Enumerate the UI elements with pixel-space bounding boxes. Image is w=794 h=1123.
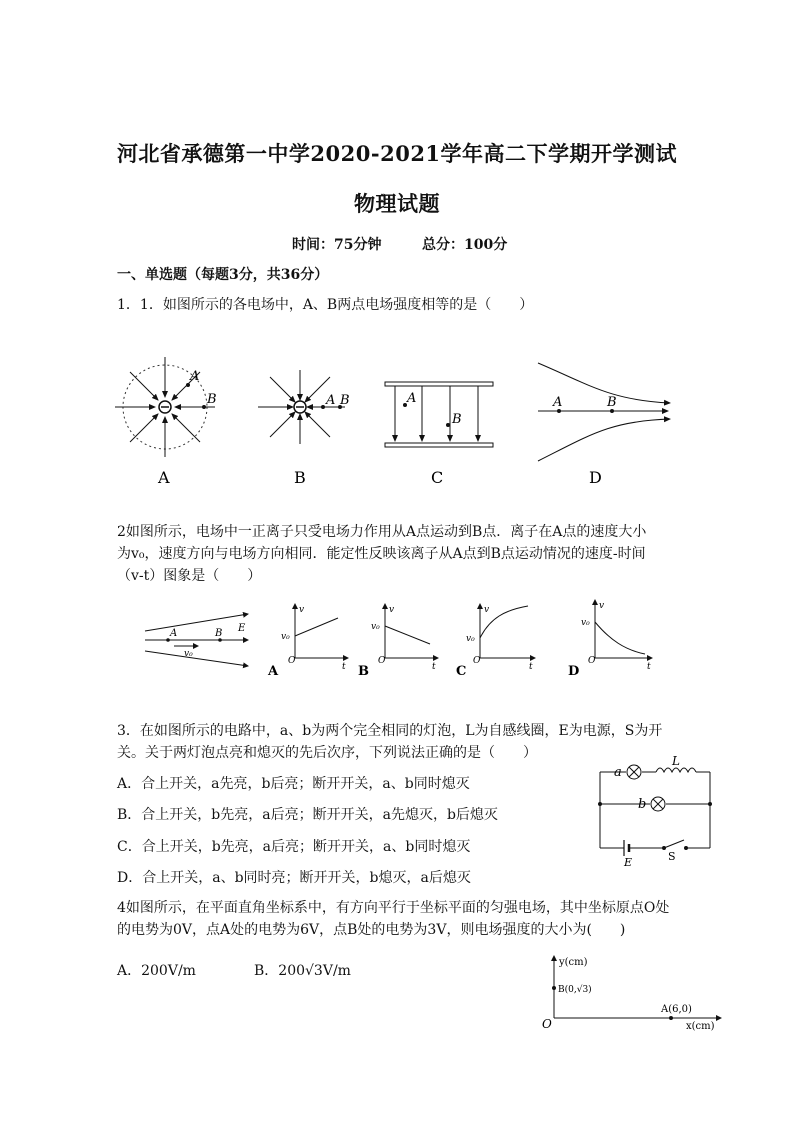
circuit-label-a: a — [614, 765, 622, 780]
q1-figures — [110, 355, 690, 495]
q4-coordinate-graph — [536, 950, 726, 1032]
q3-stem-line1: 3．在如图所示的电路中，a、b为两个完全相同的灯泡，L为自感线圈，E为电源，S为开 — [117, 723, 663, 739]
q4-stem-line2: 的电势为0V，点A处的电势为6V，点B处的电势为3V，则电场强度的大小为( ) — [117, 922, 626, 938]
q1b-point-a: A — [326, 393, 336, 408]
q2-option-a[interactable]: A — [268, 664, 279, 679]
q1-figure-a — [115, 357, 217, 457]
page-subtitle: 物理试题 — [354, 191, 440, 216]
q2c-v0: v₀ — [466, 634, 475, 644]
coil-l-icon — [656, 768, 696, 772]
q2-point-b: B — [215, 628, 223, 639]
q2-field-figure — [145, 614, 248, 666]
q1-option-a[interactable]: A — [158, 468, 170, 487]
q2c-axis-t: t — [529, 662, 533, 672]
q3-option-b[interactable]: B．合上开关，b先亮，a后亮；断开开关，a先熄灭，b后熄灭 — [117, 807, 498, 823]
section-title: 一、单选题（每题3分，共36分） — [117, 267, 329, 283]
circuit-label-s: S — [668, 850, 676, 863]
q4-option-a[interactable]: A．200V/m — [117, 963, 196, 979]
q2b-v0: v₀ — [371, 622, 380, 632]
q2-graph-b — [358, 604, 438, 679]
q3-circuit — [592, 756, 717, 866]
exam-time: 时间：75分钟 — [292, 237, 382, 253]
q2-graph-c — [456, 604, 535, 679]
q4-stem-line1: 4如图所示，在平面直角坐标系中，有方向平行于坐标平面的匀强电场，其中坐标原点O处 — [117, 900, 670, 916]
q1c-point-b: B — [452, 412, 462, 427]
q2b-origin: O — [378, 656, 386, 666]
q1a-point-b: B — [207, 392, 217, 407]
q2-option-b[interactable]: B — [358, 664, 369, 679]
q2-option-c[interactable]: C — [456, 664, 467, 679]
q2-graph-a — [267, 604, 348, 679]
q2-graph-d — [568, 600, 652, 679]
q2a-origin: O — [288, 656, 296, 666]
q2a-axis-t: t — [342, 662, 346, 672]
q3-option-c[interactable]: C．合上开关，b先亮，a后亮；断开开关，a、b同时熄灭 — [117, 839, 471, 855]
exam-score: 总分：100分 — [422, 237, 508, 253]
circuit-label-b: b — [638, 797, 647, 812]
q1-option-d[interactable]: D — [589, 468, 602, 487]
q4-origin: O — [542, 1017, 552, 1031]
q1a-point-a: A — [190, 369, 200, 384]
q1d-point-a: A — [553, 395, 563, 410]
q1-option-b[interactable]: B — [294, 468, 306, 487]
q1-figure-b — [258, 370, 350, 444]
q1b-point-b: B — [340, 393, 350, 408]
q2d-origin: O — [588, 656, 596, 666]
q2b-axis-v: v — [389, 605, 395, 615]
circuit-label-l: L — [672, 756, 680, 768]
q1c-point-a: A — [407, 391, 417, 406]
q4-x-label: x(cm) — [686, 1021, 715, 1032]
q2-stem-line2: 为v₀，速度方向与电场方向相同．能定性反映该离子从A点到B点运动情况的速度-时间 — [117, 546, 646, 562]
circuit-label-e: E — [624, 856, 633, 866]
q2d-axis-v: v — [599, 601, 605, 611]
page-title: 河北省承德第一中学2020-2021学年高二下学期开学测试 — [116, 141, 678, 166]
q3-option-a[interactable]: A．合上开关，a先亮，b后亮；断开开关，a、b同时熄灭 — [117, 776, 470, 792]
q1-stem: 1．1．如图所示的各电场中，A、B两点电场强度相等的是（ ） — [117, 297, 534, 313]
q2-v0: v₀ — [184, 649, 193, 659]
q2d-axis-t: t — [647, 662, 651, 672]
q3-option-d[interactable]: D．合上开关，a、b同时亮；断开开关，b熄灭，a后熄灭 — [117, 870, 471, 886]
q1-figure-d — [538, 363, 670, 461]
q4-y-label: y(cm) — [559, 957, 588, 968]
q2d-v0: v₀ — [581, 618, 590, 628]
q2c-axis-v: v — [484, 605, 490, 615]
q2-stem-line3: （v-t）图象是（ ） — [117, 568, 262, 584]
q2-point-a: A — [170, 628, 178, 639]
q2-stem-line1: 2如图所示，电场中一正离子只受电场力作用从A点运动到B点．离子在A点的速度大小 — [117, 524, 647, 540]
q2b-axis-t: t — [432, 662, 436, 672]
q4-option-b[interactable]: B．200√3V/m — [254, 963, 351, 979]
q1-figure-c — [385, 382, 493, 447]
q2-option-d[interactable]: D — [568, 664, 580, 679]
q2c-origin: O — [473, 656, 481, 666]
q2a-v0: v₀ — [281, 632, 290, 642]
q1d-point-b: B — [607, 395, 617, 410]
switch-icon[interactable] — [664, 840, 684, 848]
q1-option-c[interactable]: C — [431, 468, 444, 487]
q4-point-a: A(6,0) — [661, 1004, 692, 1015]
q2-figures — [140, 596, 670, 682]
q3-stem-line2: 关。关于两灯泡点亮和熄灭的先后次序，下列说法正确的是（ ） — [117, 745, 537, 761]
q4-point-b: B(0,√3) — [558, 985, 592, 995]
q2-field-label: E — [238, 623, 246, 634]
q2a-axis-v: v — [299, 605, 305, 615]
